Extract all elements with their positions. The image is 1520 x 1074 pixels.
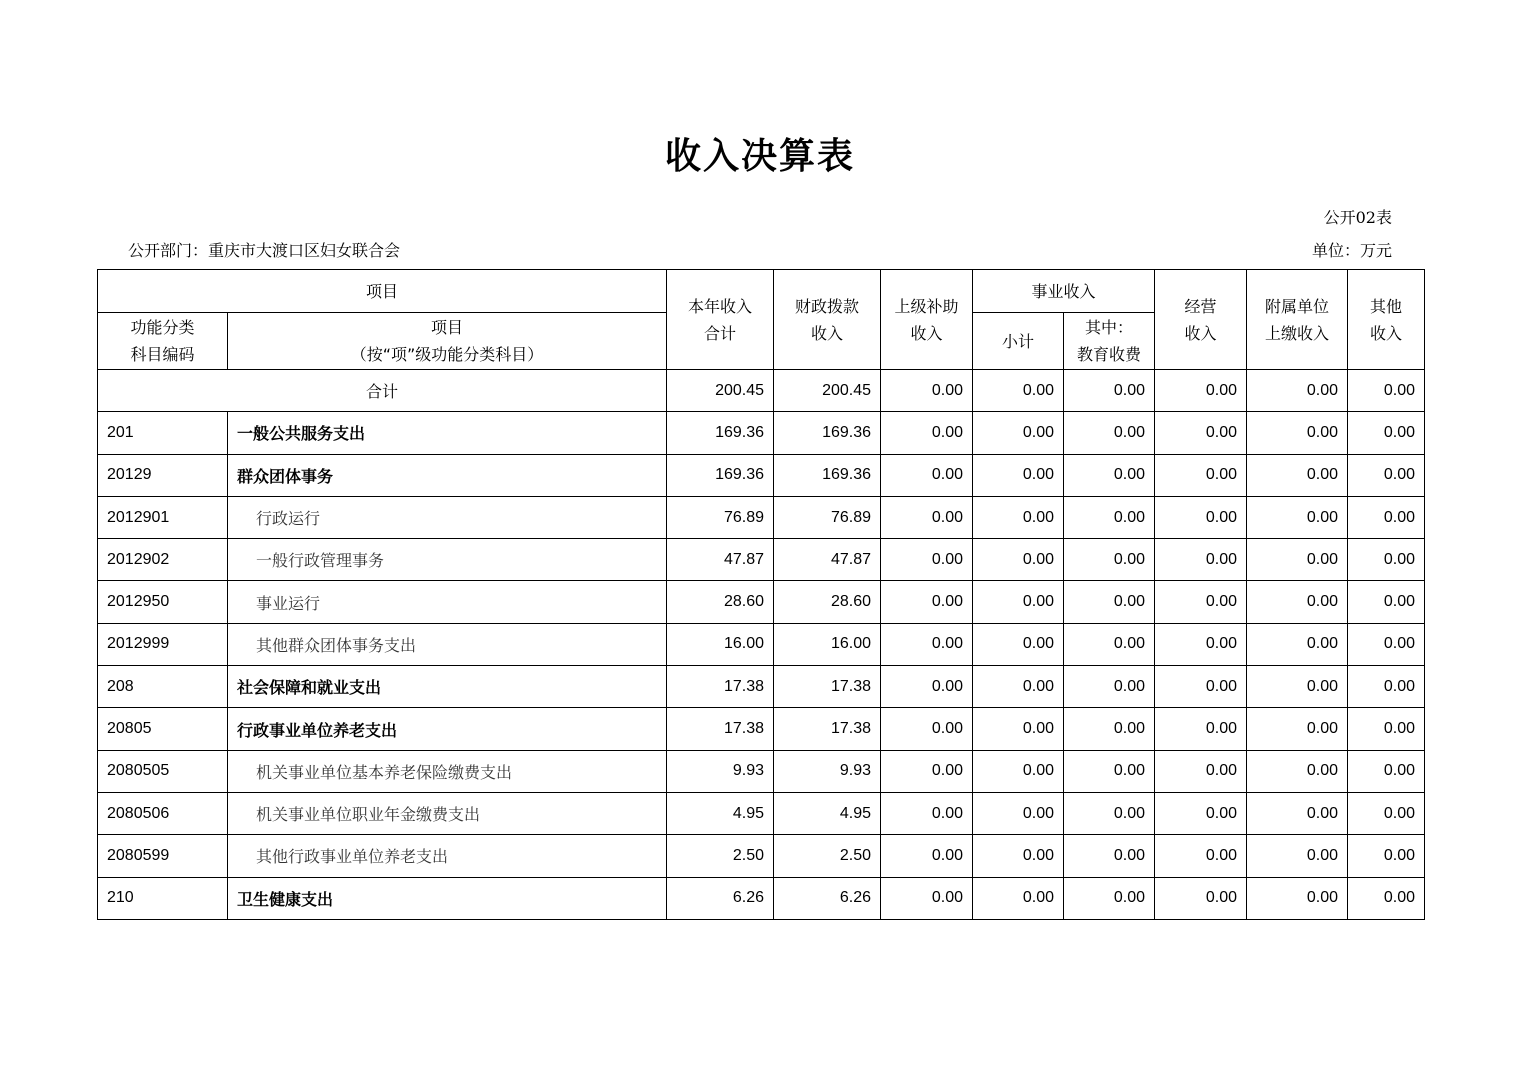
row-value: 0.00 [1064,792,1155,834]
row-value: 0.00 [1155,496,1247,538]
header-item-line2: （按“项”级功能分类科目） [350,345,544,364]
header-business-subtotal: 小计 [973,313,1064,370]
row-value: 0.00 [1064,412,1155,454]
row-value: 169.36 [774,454,881,496]
row-value: 17.38 [774,708,881,750]
row-value: 0.00 [1348,877,1425,919]
row-code: 210 [98,877,228,919]
row-code: 2012901 [98,496,228,538]
page-title: 收入决算表 [664,136,855,177]
header-operating [1155,270,1247,370]
header-superior-line2: 收入 [910,323,943,343]
header-fiscal-line2: 收入 [811,323,844,343]
header-operating-line2: 收入 [1184,323,1217,343]
total-label: 合计 [98,370,667,412]
row-value: 0.00 [1247,666,1348,708]
row-value: 0.00 [1155,877,1247,919]
total-value: 0.00 [1064,370,1155,412]
row-value: 4.95 [774,792,881,834]
total-value: 0.00 [1247,370,1348,412]
row-value: 0.00 [973,539,1064,581]
header-business-edu [1064,313,1155,370]
total-value: 200.45 [774,370,881,412]
row-value: 6.26 [667,877,774,919]
header-total [667,270,774,370]
total-value: 0.00 [1348,370,1425,412]
table-row [98,792,1425,834]
table-row [98,412,1425,454]
header-item-line1: 项目 [431,318,464,337]
row-value: 0.00 [881,539,973,581]
row-value: 0.00 [1247,708,1348,750]
row-name: 社会保障和就业支出 [228,666,667,708]
table-row [98,496,1425,538]
header-business-edu-line1: 其中： [1085,318,1134,337]
row-code: 208 [98,666,228,708]
row-value: 0.00 [881,581,973,623]
table-row [98,708,1425,750]
header-fiscal-line1: 财政拨款 [795,296,860,316]
total-value: 0.00 [1155,370,1247,412]
header-business-edu-line2: 教育收费 [1077,345,1142,364]
row-value: 0.00 [973,708,1064,750]
row-value: 0.00 [1247,454,1348,496]
table-number: 公开02表 [1323,208,1392,227]
row-value: 0.00 [1155,792,1247,834]
row-value: 0.00 [973,666,1064,708]
row-value: 16.00 [667,623,774,665]
row-value: 0.00 [1348,708,1425,750]
header-other-line1: 其他 [1370,296,1403,316]
total-value: 200.45 [667,370,774,412]
header-func-code-line2: 科目编码 [130,345,195,364]
row-value: 0.00 [1155,750,1247,792]
row-value: 0.00 [1064,750,1155,792]
table-row [98,581,1425,623]
table-row [98,877,1425,919]
row-code: 2080505 [98,750,228,792]
row-value: 0.00 [1348,792,1425,834]
header-affiliated-line2: 上缴收入 [1265,323,1330,343]
header-superior [881,270,973,370]
row-value: 0.00 [1247,877,1348,919]
row-value: 0.00 [1348,496,1425,538]
header-affiliated [1247,270,1348,370]
row-value: 0.00 [1064,581,1155,623]
row-value: 0.00 [973,412,1064,454]
row-code: 2012950 [98,581,228,623]
row-value: 28.60 [667,581,774,623]
total-value: 0.00 [881,370,973,412]
row-code: 2012999 [98,623,228,665]
row-value: 0.00 [1064,454,1155,496]
row-value: 0.00 [881,623,973,665]
row-name: 群众团体事务 [228,454,667,496]
row-value: 0.00 [1348,412,1425,454]
table-row [98,835,1425,877]
row-value: 0.00 [1348,750,1425,792]
row-value: 0.00 [1348,581,1425,623]
row-value: 0.00 [881,666,973,708]
row-value: 0.00 [1247,496,1348,538]
row-value: 0.00 [1064,539,1155,581]
row-value: 0.00 [881,792,973,834]
row-value: 0.00 [881,496,973,538]
row-value: 0.00 [881,412,973,454]
row-value: 9.93 [774,750,881,792]
header-operating-line1: 经营 [1184,296,1217,316]
header-func-code-line1: 功能分类 [130,318,195,337]
row-value: 0.00 [1064,877,1155,919]
row-value: 0.00 [973,496,1064,538]
row-name: 卫生健康支出 [228,877,667,919]
row-value: 0.00 [1247,750,1348,792]
header-business: 事业收入 [973,270,1155,313]
row-name: 一般公共服务支出 [228,412,667,454]
row-value: 17.38 [667,708,774,750]
row-name: 机关事业单位基本养老保险缴费支出 [228,750,667,792]
row-value: 0.00 [1348,454,1425,496]
row-name: 行政事业单位养老支出 [228,708,667,750]
row-value: 0.00 [1348,666,1425,708]
header-item [228,313,667,370]
row-value: 0.00 [973,792,1064,834]
department-label: 公开部门：重庆市大渡口区妇女联合会 [128,241,401,260]
row-value: 16.00 [774,623,881,665]
row-value: 0.00 [973,750,1064,792]
row-value: 0.00 [1348,835,1425,877]
header-affiliated-line1: 附属单位 [1265,296,1330,316]
row-value: 2.50 [774,835,881,877]
row-value: 0.00 [973,623,1064,665]
row-value: 169.36 [667,412,774,454]
row-value: 47.87 [774,539,881,581]
row-value: 0.00 [881,877,973,919]
row-value: 0.00 [1155,835,1247,877]
row-code: 20129 [98,454,228,496]
row-value: 47.87 [667,539,774,581]
table-row [98,666,1425,708]
header-superior-line1: 上级补助 [894,296,959,316]
total-row [98,370,1425,412]
row-name: 行政运行 [228,496,667,538]
table-row [98,750,1425,792]
row-value: 0.00 [1064,666,1155,708]
total-value: 0.00 [973,370,1064,412]
row-value: 0.00 [1155,623,1247,665]
income-table [97,269,1425,920]
row-value: 169.36 [667,454,774,496]
row-value: 17.38 [774,666,881,708]
row-value: 0.00 [1155,581,1247,623]
row-code: 20805 [98,708,228,750]
row-value: 17.38 [667,666,774,708]
row-value: 0.00 [1155,412,1247,454]
row-value: 0.00 [1348,623,1425,665]
row-value: 169.36 [774,412,881,454]
row-value: 76.89 [774,496,881,538]
row-name: 一般行政管理事务 [228,539,667,581]
row-value: 0.00 [1155,708,1247,750]
row-value: 0.00 [1155,666,1247,708]
table-row [98,539,1425,581]
row-value: 28.60 [774,581,881,623]
row-code: 2080506 [98,792,228,834]
row-value: 0.00 [1064,623,1155,665]
row-value: 0.00 [1247,792,1348,834]
row-value: 0.00 [973,835,1064,877]
row-value: 0.00 [881,454,973,496]
table-row [98,623,1425,665]
row-value: 9.93 [667,750,774,792]
row-name: 其他行政事业单位养老支出 [228,835,667,877]
row-value: 0.00 [1064,496,1155,538]
row-value: 0.00 [1064,708,1155,750]
row-value: 0.00 [1064,835,1155,877]
row-value: 0.00 [1247,539,1348,581]
unit-label: 单位：万元 [1311,241,1392,260]
header-total-line1: 本年收入 [688,296,753,316]
row-value: 0.00 [973,454,1064,496]
header-project: 项目 [98,270,667,313]
row-value: 0.00 [1247,412,1348,454]
row-value: 76.89 [667,496,774,538]
row-value: 0.00 [881,750,973,792]
row-name: 其他群众团体事务支出 [228,623,667,665]
row-value: 0.00 [1155,454,1247,496]
row-value: 0.00 [1155,539,1247,581]
header-func-code [98,313,228,370]
row-value: 0.00 [1247,581,1348,623]
row-value: 2.50 [667,835,774,877]
row-value: 0.00 [1247,623,1348,665]
row-value: 0.00 [1348,539,1425,581]
row-name: 事业运行 [228,581,667,623]
row-code: 2080599 [98,835,228,877]
row-value: 4.95 [667,792,774,834]
row-value: 0.00 [881,835,973,877]
header-fiscal [774,270,881,370]
row-value: 0.00 [881,708,973,750]
row-value: 0.00 [973,877,1064,919]
table-row [98,454,1425,496]
row-value: 0.00 [973,581,1064,623]
header-other-line2: 收入 [1370,323,1403,343]
header-other [1348,270,1425,370]
row-code: 2012902 [98,539,228,581]
row-value: 0.00 [1247,835,1348,877]
row-name: 机关事业单位职业年金缴费支出 [228,792,667,834]
row-code: 201 [98,412,228,454]
row-value: 6.26 [774,877,881,919]
header-total-line2: 合计 [704,323,737,343]
